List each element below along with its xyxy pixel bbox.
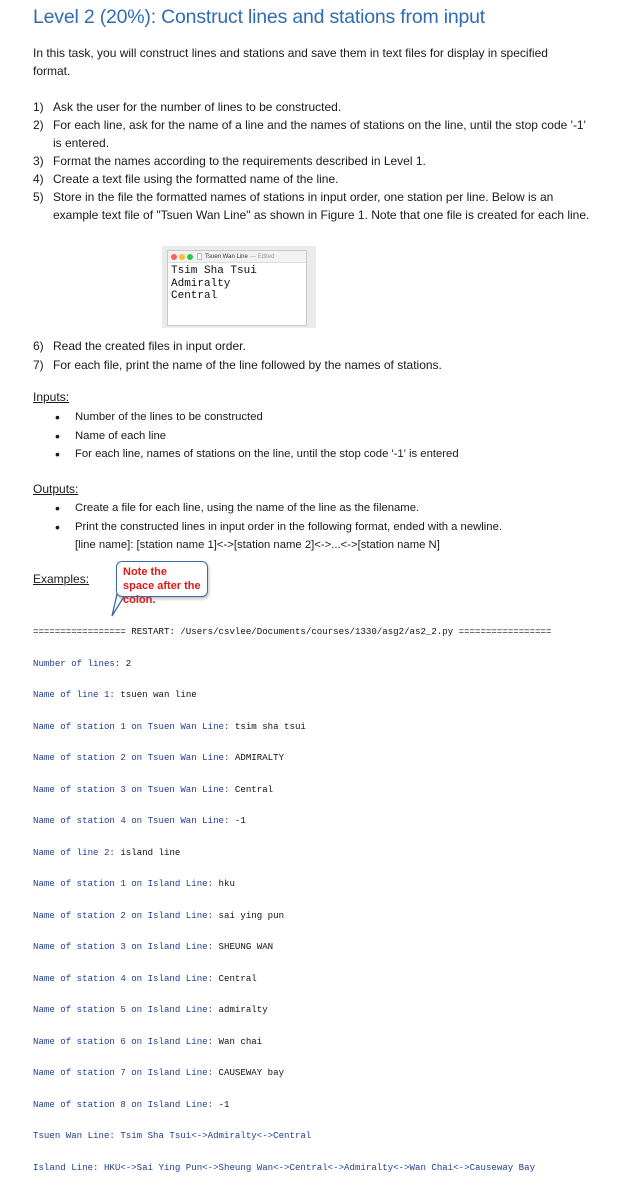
console-input: -1 [234,815,246,826]
console-input: admiralty [218,1004,268,1015]
console-prompt: Name of line 1: [33,689,121,700]
output-item: Create a file for each line, using the name of the line as the filename. [75,502,420,514]
bullet-icon: • [55,427,60,444]
list-item [33,152,593,170]
console-line [33,911,593,922]
file-line: Admiralty [171,277,231,290]
list-item [55,518,585,537]
console-line [33,1068,593,1079]
step-number: 1) [33,100,44,114]
figure-1-screenshot [162,246,316,328]
step-text: For each file, print the name of the line followed by the names of stations. [53,358,442,372]
steps-list-continued [33,337,593,375]
list-item [33,116,593,152]
console-prompt: Name of station 6 on Island Line: [33,1035,219,1047]
step-text: Read the created files in input order. [53,339,246,353]
window-title: Tsuen Wan Line [205,253,248,260]
list-item [33,337,593,356]
console-input: island line [120,846,181,858]
input-item: Number of the lines to be constructed [75,411,263,423]
step-number: 5) [33,190,44,204]
step-number: 4) [33,172,44,186]
step-text: For each line, ask for the name of a line and the names of stations on the line, until the stop code '-1' is entered. [53,118,586,150]
input-item: For each line, names of stations on the line, until the stop code '-1' is entered [75,448,459,460]
console-prompt: Name of line 2: [33,846,121,858]
bullet-icon: • [55,500,60,516]
console-line [33,659,593,670]
console-line [33,753,593,764]
list-item [33,170,593,188]
console-prompt: Name of station 8 on Island Line: [33,1098,219,1110]
console-line [33,816,593,827]
console-input: ADMIRALTY [234,752,285,763]
intro-paragraph: In this task, you will construct lines and stations and save them in text files for display in specified format. [33,46,548,78]
output-item: Print the constructed lines in input order in the following format, ended with a newline. [75,520,503,533]
python-shell-output [33,606,593,1184]
list-item [55,445,585,464]
console-line [33,1037,593,1048]
console-prompt: Name of station 5 on Island Line: [33,1004,219,1015]
steps-list [33,98,593,224]
console-prompt: Name of station 2 on Tsuen Wan Line: [33,752,235,763]
text-editor-window [167,250,307,326]
window-status: — Edited [249,253,275,260]
console-prompt: Name of station 3 on Tsuen Wan Line: [33,783,235,795]
console-prompt: Name of station 4 on Island Line: [33,972,219,984]
console-line [33,785,593,796]
list-item [55,427,585,446]
bullet-icon: • [55,446,60,462]
step-text: Store in the file the formatted names of stations in input order, one station per line. Below is an example text file of "Tsuen Wan Line" as shown in Figure 1. Note that one file is created for each line. [53,190,590,222]
outputs-list [55,499,585,555]
output-format: [line name]: [station name 1]<->[station name 2]<->...<->[station name N] [75,539,440,551]
step-number: 2) [33,118,44,132]
console-line [33,1100,593,1111]
bullet-icon: • [55,409,60,425]
file-line: Tsim Sha Tsui [171,265,257,277]
restart-rule: ================= [458,626,552,637]
minimize-window-icon [179,254,185,260]
step-number: 6) [33,339,44,353]
restart-text: RESTART: /Users/csvlee/Documents/courses/1330/asg2/as2_2.py [125,626,459,637]
list-item [33,98,593,116]
console-prompt: Number of lines: [33,657,126,669]
close-window-icon [171,254,177,260]
console-prompt: Name of station 7 on Island Line: [33,1067,219,1078]
list-item [33,356,593,375]
console-prompt: Name of station 4 on Tsuen Wan Line: [33,815,235,826]
step-text: Ask the user for the number of lines to be constructed. [53,100,342,114]
console-input: Central [218,972,257,984]
inputs-list [55,408,585,464]
console-input: -1 [218,1098,230,1110]
console-line [33,848,593,859]
console-prompt: Name of station 3 on Island Line: [33,941,219,952]
page-title: Level 2 (20%): Construct lines and stations from input [33,6,486,28]
console-prompt: Name of station 1 on Island Line: [33,878,219,889]
console-line [33,1005,593,1016]
examples-heading: Examples: [33,572,90,586]
outputs-heading: Outputs: [33,482,79,496]
note-callout: Note the space after the colon. [116,561,208,597]
document-icon [197,253,202,260]
restart-rule: ================= [33,626,126,637]
console-input: 2 [125,657,132,669]
console-input: CAUSEWAY bay [218,1067,285,1078]
console-output: Tsuen Wan Line: Tsim Sha Tsui<->Admiralty<->Central [33,1130,312,1141]
input-item: Name of each line [75,429,167,442]
step-text: Format the names according to the requirements described in Level 1. [53,154,426,168]
console-prompt: Name of station 1 on Tsuen Wan Line: [33,720,235,732]
file-contents [168,263,306,305]
console-input: Central [234,783,274,795]
bullet-icon: • [55,518,60,535]
console-line [33,690,593,701]
console-line [33,942,593,953]
step-number: 7) [33,358,44,372]
list-item [55,499,585,518]
window-titlebar [168,251,306,263]
step-number: 3) [33,154,44,168]
console-line [33,1163,593,1174]
console-input: tsim sha tsui [234,720,306,732]
console-input: sai ying pun [218,909,285,921]
file-line: Central [171,290,218,302]
console-line [33,1131,593,1142]
console-line [33,722,593,733]
console-input: Wan chai [218,1035,263,1047]
console-input: tsuen wan line [120,689,197,700]
list-item [33,188,593,224]
console-output: Island Line: HKU<->Sai Ying Pun<->Sheung Wan<->Central<->Admiralty<->Wan Chai<->Causeway Bay [33,1161,536,1173]
step-text: Create a text file using the formatted name of the line. [53,172,339,186]
console-input: SHEUNG WAN [218,941,274,952]
zoom-window-icon [187,254,193,260]
console-prompt: Name of station 2 on Island Line: [33,909,219,921]
console-line [33,974,593,985]
list-item [55,408,585,427]
restart-banner [33,627,593,638]
inputs-heading: Inputs: [33,390,70,404]
console-input: hku [218,878,235,889]
console-line [33,879,593,890]
list-item [55,536,585,555]
